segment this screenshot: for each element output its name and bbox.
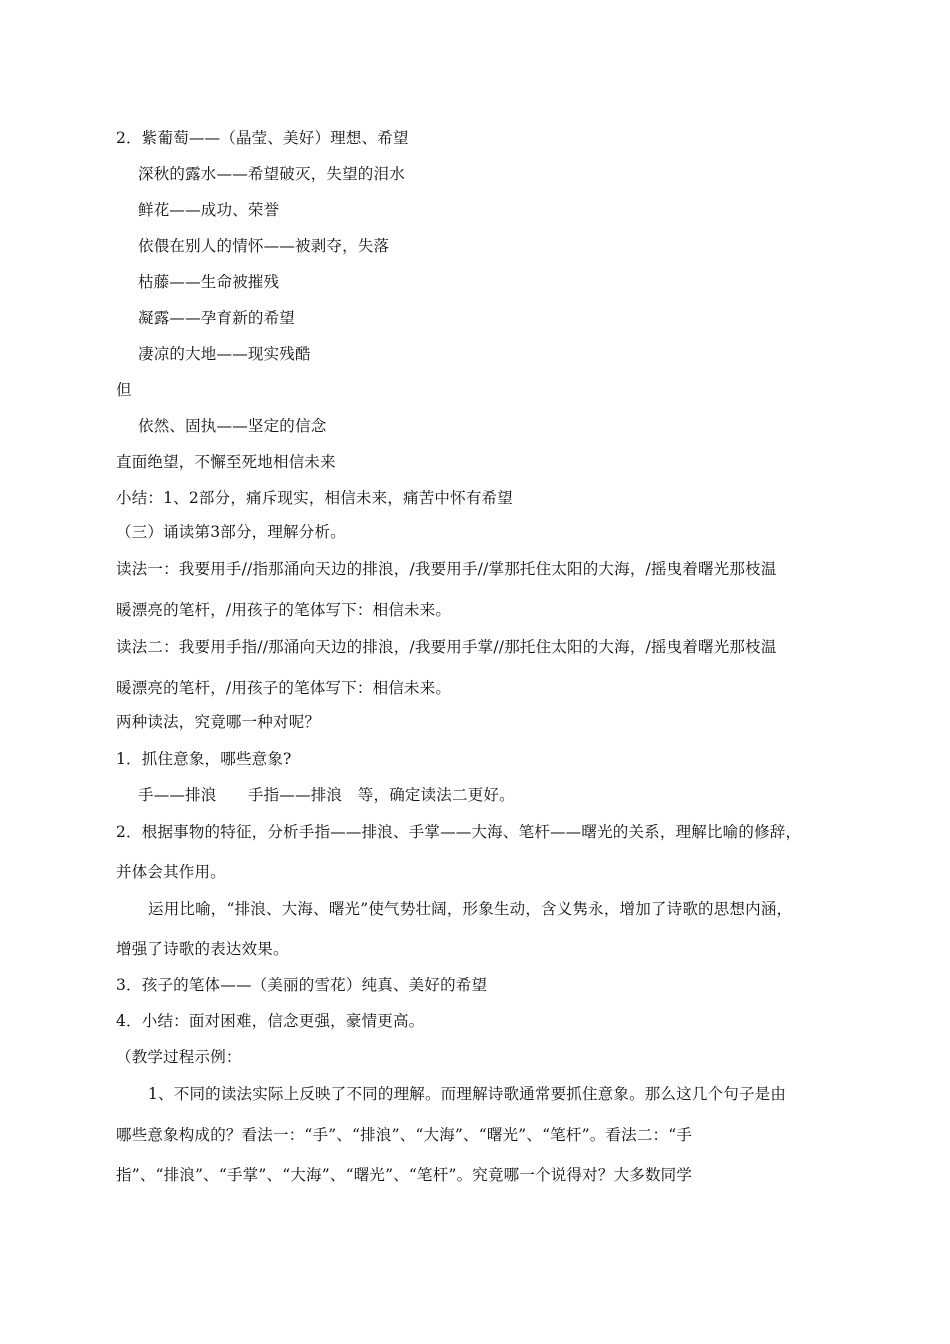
text-line-29: 指”、“排浪”、“手掌”、“大海”、“曙光”、“笔杆”。究竟哪一个说得对？大多数同学 (116, 1166, 693, 1184)
text-line-18: 1．抓住意象，哪些意象? (116, 750, 292, 768)
text-line-12: （三）诵读第3部分，理解分析。 (116, 523, 346, 541)
text-line-16: 暖漂亮的笔杆，/用孩子的笔体写下：相信未来。 (116, 679, 452, 697)
text-line-24: 3．孩子的笔体——（美丽的雪花）纯真、美好的希望 (116, 976, 488, 994)
text-line-3: 鲜花——成功、荣誉 (138, 201, 280, 219)
text-line-27: 1、不同的读法实际上反映了不同的理解。而理解诗歌通常要抓住意象。那么这几个句子是由 (148, 1085, 787, 1103)
text-line-20: 2．根据事物的特征，分析手指——排浪、手掌——大海、笔杆——曙光的关系，理解比喻的修辞， (116, 823, 802, 841)
text-line-13: 读法一：我要用手//指那涌向天边的排浪，/我要用手//掌那托住太阳的大海，/摇曳着曙光那枝温 (116, 560, 777, 578)
text-line-7: 凄凉的大地——现实残酷 (138, 345, 311, 363)
text-line-19: 手——排浪 手指——排浪 等，确定读法二更好。 (138, 786, 515, 804)
text-line-26: （教学过程示例： (116, 1048, 242, 1066)
text-line-21: 并体会其作用。 (116, 863, 226, 881)
text-line-17: 两种读法，究竟哪一种对呢？ (116, 713, 321, 731)
text-line-22: 运用比喻，“排浪、大海、曙光”使气势壮阔，形象生动，含义隽永，增加了诗歌的思想内涵， (148, 900, 793, 918)
text-line-25: 4．小结：面对困难，信念更强，豪情更高。 (116, 1012, 425, 1030)
text-line-15: 读法二：我要用手指//那涌向天边的排浪，/我要用手掌//那托住太阳的大海，/摇曳着曙光那枝温 (116, 638, 777, 656)
text-line-5: 枯藤——生命被摧残 (138, 273, 280, 291)
text-line-23: 增强了诗歌的表达效果。 (116, 940, 289, 958)
text-line-28: 哪些意象构成的？看法一：“手”、“排浪”、“大海”、“曙光”、“笔杆”。看法二：“手 (116, 1126, 693, 1144)
text-line-14: 暖漂亮的笔杆，/用孩子的笔体写下：相信未来。 (116, 601, 452, 619)
text-line-1: 2．紫葡萄——（晶莹、美好）理想、希望 (116, 129, 409, 147)
text-line-8: 但 (116, 381, 132, 399)
text-line-6: 凝露——孕育新的希望 (138, 309, 296, 327)
text-line-11: 小结：1、2部分，痛斥现实，相信未来，痛苦中怀有希望 (116, 489, 513, 507)
text-line-9: 依然、固执——坚定的信念 (138, 417, 327, 435)
text-line-10: 直面绝望，不懈至死地相信未来 (116, 453, 336, 471)
text-line-2: 深秋的露水——希望破灭，失望的泪水 (138, 165, 405, 183)
text-line-4: 依偎在别人的情怀——被剥夺，失落 (138, 237, 390, 255)
